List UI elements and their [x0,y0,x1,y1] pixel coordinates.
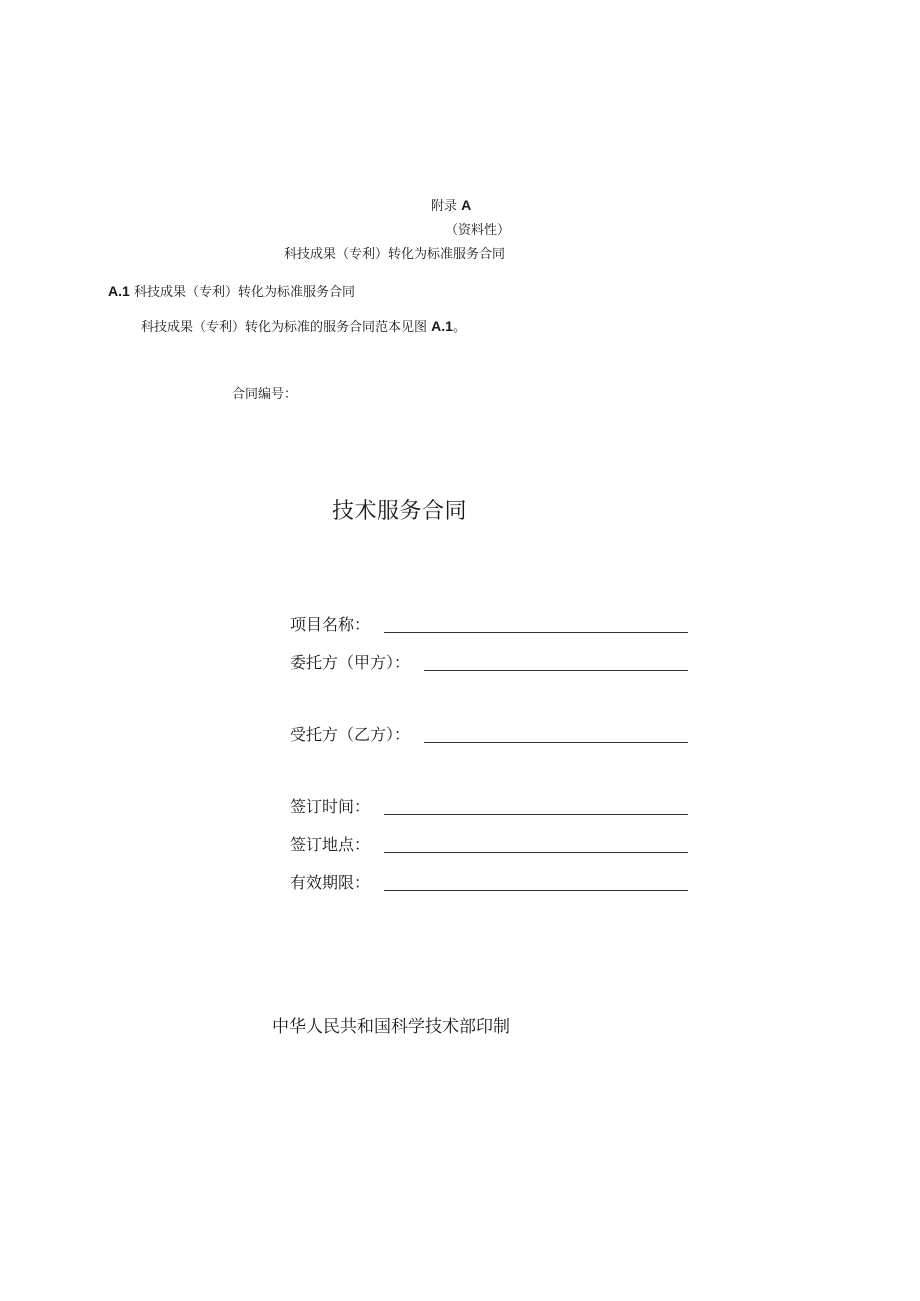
sign-time-blank [384,813,688,815]
validity-field [290,868,688,894]
contract-number-label: 合同编号： [232,387,298,402]
sign-time-label: 签订时间： [290,797,371,816]
project-name-field [290,610,688,636]
contractor-label: 受托方（乙方）： [290,725,411,744]
section-number: A.1 [108,283,130,299]
section-body-end: 。 [452,320,466,335]
contractor-blank [424,741,688,743]
appendix-type: （资料性） [445,223,511,238]
appendix-title [431,195,471,214]
appendix-subtitle: 科技成果（专利）转化为标准服务合同 [284,247,506,262]
sign-place-blank [384,851,688,853]
validity-blank [384,889,688,891]
contractor-field [290,720,688,746]
section-heading [108,281,355,300]
publisher: 中华人民共和国科学技术部印制 [272,1017,510,1037]
sign-place-label: 签订地点： [290,835,371,854]
appendix-title-prefix: 附录 [431,199,458,214]
section-body-ref: A.1 [431,318,453,334]
client-field [290,648,688,674]
sign-place-field [290,830,688,856]
section-body-text: 科技成果（专利）转化为标准的服务合同范本见图 [141,320,428,335]
document-title: 技术服务合同 [332,499,468,524]
section-body [141,316,466,335]
validity-label: 有效期限： [290,873,371,892]
project-name-blank [384,631,688,633]
appendix-title-letter: A [461,197,472,213]
sign-time-field [290,792,688,818]
project-name-label: 项目名称： [290,615,371,634]
client-blank [424,669,688,671]
client-label: 委托方（甲方）： [290,653,411,672]
section-heading-text: 科技成果（专利）转化为标准服务合同 [133,285,355,300]
